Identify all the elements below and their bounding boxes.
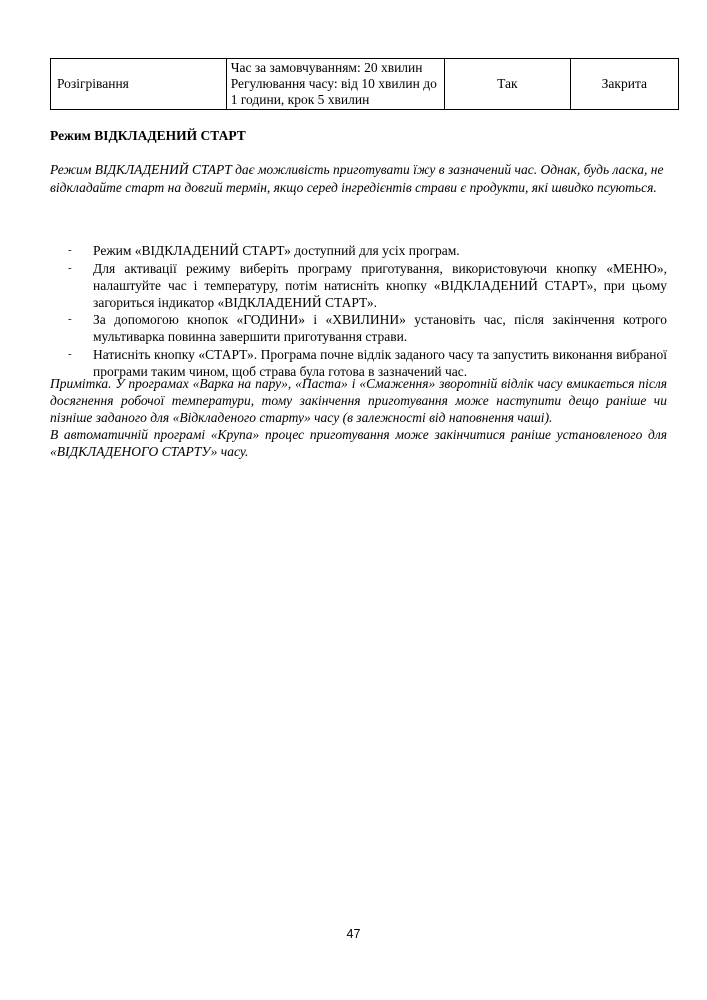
bullet-dash: - — [68, 313, 72, 325]
table-row — [51, 59, 679, 110]
time-line-range: Регулювання часу: від 10 хвилин до — [230, 76, 437, 91]
list-item — [50, 260, 667, 311]
bullet-dash: - — [68, 244, 72, 256]
program-table — [50, 58, 679, 110]
bullet-dash: - — [68, 261, 72, 274]
cell-mode: Розігрівання — [51, 59, 227, 110]
cell-lid: Закрита — [570, 59, 678, 110]
note-cereal: В автоматичній програмі «Крупа» процес приготування може закінчитися раніше установленого для «ВІДКЛАДЕНОГО СТАРТУ» часу. — [50, 427, 667, 459]
steps-list — [50, 242, 667, 380]
bullet-dash: - — [68, 347, 72, 360]
step-text: За допомогою кнопок «ГОДИНИ» і «ХВИЛИНИ» установіть час, після закінчення котрого мультиварка повинна завершити приготування страви. — [93, 312, 667, 344]
section-heading: Режим ВІДКЛАДЕНИЙ СТАРТ — [50, 128, 246, 143]
note-steam-pasta-frying: Примітка. У програмах «Варка на пару», «Паста» і «Смаження» зворотній відлік часу вмикається після досягнення робочої температури, тому закінчення приготування може наступити дещо раніше чи пізніше заданого для «Відкладеного старту» часу (в залежності від наповнення чаші). — [50, 376, 667, 425]
step-text: Натисніть кнопку «СТАРТ». Програма почне відлік заданого часу та запустить виконання вибраної програми таким чином, щоб страва була готова в зазначений час. — [93, 346, 667, 379]
time-line-step: 1 години, крок 5 хвилин — [230, 92, 370, 107]
step-text: Для активації режиму виберіть програму приготування, використовуючи кнопку «МЕНЮ», налаштуйте час і температуру, потім натисніть кнопку «ВІДКЛАДЕНИЙ СТАРТ», при цьому загориться індикатор «ВІДКЛАДЕНИЙ СТАРТ». — [93, 260, 667, 310]
section-intro: Режим ВІДКЛАДЕНИЙ СТАРТ дає можливість приготувати їжу в зазначений час. Однак, будь ласка, не відкладайте старт на довгий термін, якщо серед інгредієнтів страви є продукти, які швидко псуються. — [50, 162, 664, 195]
list-item — [50, 242, 667, 259]
cell-delayed-start: Так — [445, 59, 571, 110]
cell-time — [226, 59, 444, 110]
time-line-default: Час за замовчуванням: 20 хвилин — [230, 60, 423, 75]
list-item — [50, 311, 667, 345]
notes-block — [50, 375, 667, 460]
step-text: Режим «ВІДКЛАДЕНИЙ СТАРТ» доступний для усіх програм. — [93, 243, 460, 258]
page-number: 47 — [346, 927, 361, 941]
